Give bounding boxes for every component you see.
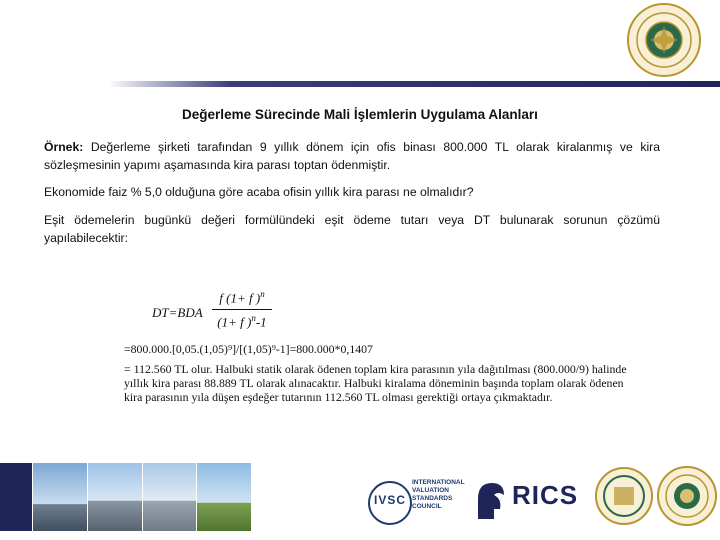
result-explanation: = 112.560 TL olur. Halbuki statik olarak ödenen toplam kira parasının yıla dağıtılması (800.000/9) halinde yıllık kira parası 88.889 TL olarak alınacaktır. Halbuki kiralama döneminin başında toplam olarak ödenen kira parasının yıla düşen eşdeğer tutarının 112.560 TL olması gerektiği ortaya çıkmaktadır. xyxy=(124,362,627,404)
footer-logos xyxy=(362,463,720,531)
method-paragraph: Eşit ödemelerin bugünkü değeri formülündeki eşit ödeme tutarı veya DT bulunarak sorunun çözümü yapılabilecektir: xyxy=(44,213,660,245)
landscape-photo xyxy=(197,463,251,531)
ivsc-full-name: INTERNATIONAL VALUATION STANDARDS COUNCIL xyxy=(412,479,465,510)
footer-dark-panel xyxy=(0,463,32,531)
formula-fraction xyxy=(212,289,272,331)
calculation-line: =800.000.[0,05.(1,05)⁹]/[(1,05)⁹-1]=800.000*0,1407 xyxy=(124,342,373,356)
city-photo-3 xyxy=(143,463,196,531)
partner-seal-logo xyxy=(594,465,654,527)
slide-title: Değerleme Sürecinde Mali İşlemlerin Uygulama Alanları xyxy=(182,107,538,122)
city-photo-2 xyxy=(88,463,142,531)
university-seal-small-logo xyxy=(656,465,718,527)
city-photo-1 xyxy=(33,463,87,531)
formula-denominator: (1+ f )$^n$-1 xyxy=(217,313,267,330)
formula-lhs: DT=BDA xyxy=(152,305,203,320)
header-divider-bar xyxy=(0,81,720,87)
question-paragraph: Ekonomide faiz % 5,0 olduğuna göre acaba ofisin yıllık kira parası ne olmalıdır? xyxy=(44,185,474,199)
rics-logo-text: RICS xyxy=(512,480,579,510)
calculation-block xyxy=(124,342,644,404)
university-seal-logo xyxy=(626,2,702,78)
formula-numerator: f (1+ f )$^n$ xyxy=(219,289,265,306)
ivsc-logo-text: IVSC xyxy=(373,493,406,507)
rics-lion-icon xyxy=(472,479,508,521)
example-paragraph xyxy=(44,138,660,174)
example-label: Örnek: xyxy=(44,140,84,154)
example-text: Değerleme şirketi tarafından 9 yıllık dönem için ofis binası 800.000 TL olarak kiralanmış ve kira sözleşmesinin yapımı aşamasında kira parası toptan ödenmiştir. xyxy=(44,140,660,172)
